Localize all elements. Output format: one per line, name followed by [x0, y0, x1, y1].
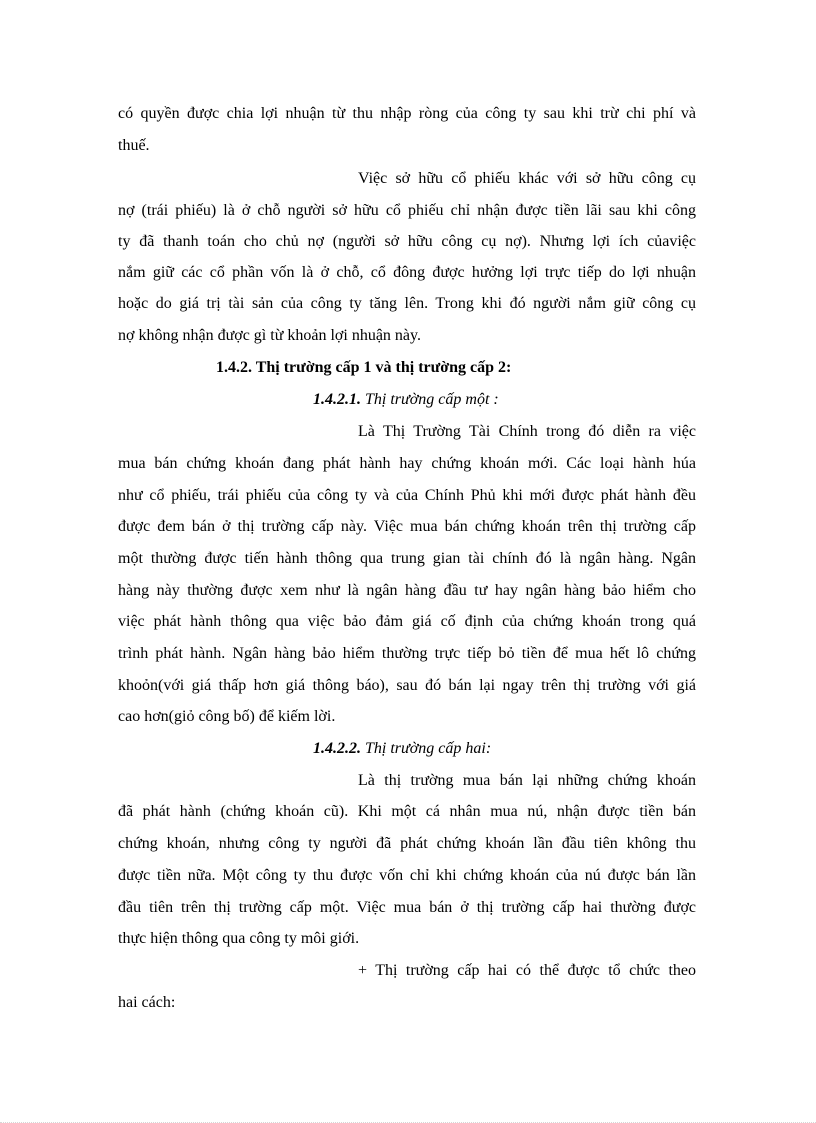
paragraph-line: được đem bán ở thị trường cấp này. Việc mua bán chứng khoán trên thị trường cấp — [118, 518, 696, 535]
paragraph-line: như cổ phiếu, trái phiếu của công ty và của Chính Phủ khi mới được phát hành đều — [118, 487, 696, 504]
paragraph-line: trình phát hành. Ngân hàng bảo hiểm thường trực tiếp bỏ tiền để mua hết lô chứng — [118, 645, 696, 662]
paragraph-line: đầu tiên trên thị trường cấp một. Việc mua bán ở thị trường cấp hai thường được — [118, 899, 696, 916]
paragraph-line: Việc sở hữu cổ phiếu khác với sở hữu công cụ — [358, 170, 696, 187]
subsection-title: Thị trường cấp một : — [365, 391, 499, 408]
paragraph-line: Là thị trường mua bán lại những chứng khoán — [358, 772, 696, 789]
paragraph-line: việc phát hành thông qua việc bảo đảm giá cố định của chứng khoán trong quá — [118, 613, 696, 630]
paragraph-line: hoặc do giá trị tài sản của công ty tăng lên. Trong khi đó người nắm giữ công cụ — [118, 295, 696, 312]
section-heading: 1.4.2. Thị trường cấp 1 và thị trường cấp 2: — [216, 359, 512, 376]
paragraph-line: mua bán chứng khoán đang phát hành hay chứng khoán mới. Các loại hành húa — [118, 455, 696, 472]
paragraph-line: nắm giữ các cổ phần vốn là ở chỗ, cổ đông được hưởng lợi trực tiếp do lợi nhuận — [118, 264, 696, 281]
paragraph-line: có quyền được chia lợi nhuận từ thu nhập ròng của công ty sau khi trừ chi phí và — [118, 105, 696, 122]
subsection-number: 1.4.2.1. — [313, 391, 361, 408]
paragraph-line: ty đã thanh toán cho chủ nợ (người sở hữu công cụ nợ). Nhưng lợi ích củaviệc — [118, 233, 696, 250]
subsection-number: 1.4.2.2. — [313, 740, 361, 757]
paragraph-line: thực hiện thông qua công ty môi giới. — [118, 930, 360, 947]
paragraph-line: hàng này thường được xem như là ngân hàng đầu tư hay ngân hàng bảo hiểm cho — [118, 582, 696, 599]
paragraph-line: + Thị trường cấp hai có thể được tổ chức theo — [358, 962, 696, 979]
paragraph-line: nợ không nhận được gì từ khoản lợi nhuận này. — [118, 327, 421, 344]
paragraph-line: khoỏn(với giá thấp hơn giá thông báo), sau đó bán lại ngay trên thị trường với giá — [118, 677, 696, 694]
paragraph-line: được tiền nữa. Một công ty thu được vốn chỉ khi chứng khoán của nú được bán lần — [118, 867, 696, 884]
paragraph-line: Là Thị Trường Tài Chính trong đó diễn ra việc — [358, 423, 696, 440]
paragraph-line: thuế. — [118, 137, 150, 154]
paragraph-line: một thường được tiến hành thông qua trung gian tài chính đó là ngân hàng. Ngân — [118, 550, 696, 567]
paragraph-line: cao hơn(giỏ công bố) để kiếm lời. — [118, 708, 336, 725]
subsection-heading — [313, 389, 696, 411]
paragraph-line: hai cách: — [118, 994, 176, 1011]
subsection-heading — [313, 738, 696, 760]
paragraph-line: nợ (trái phiếu) là ở chỗ người sở hữu cổ phiếu chỉ nhận được tiền lãi sau khi công — [118, 202, 696, 219]
paragraph-line: chứng khoán, nhưng công ty người đã phát chứng khoán lần đầu tiên không thu — [118, 835, 696, 852]
paragraph-line: đã phát hành (chứng khoán cũ). Khi một cá nhân mua nú, nhận được tiền bán — [118, 803, 696, 820]
subsection-title: Thị trường cấp hai: — [365, 740, 492, 757]
